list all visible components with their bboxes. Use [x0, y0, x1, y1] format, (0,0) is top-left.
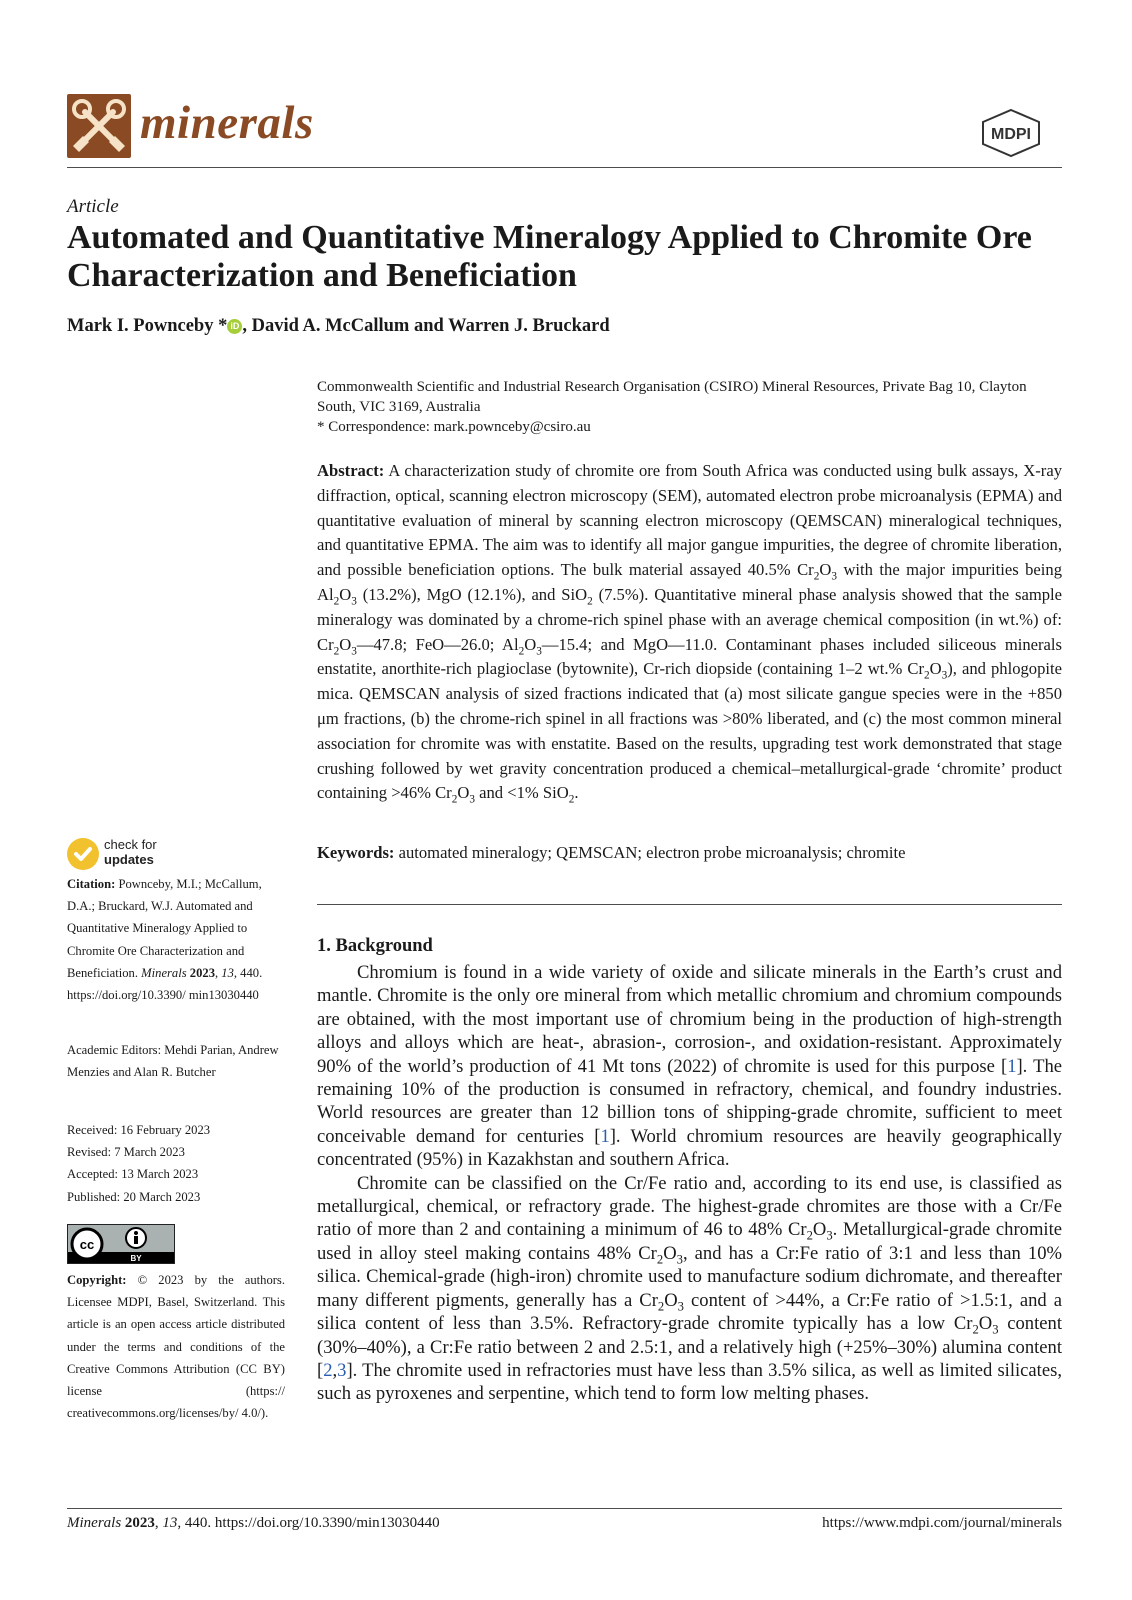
citation-year: 2023: [189, 965, 215, 980]
reference-link[interactable]: 3: [337, 1359, 347, 1381]
footer-year: 2023: [124, 1515, 155, 1531]
citation-text: Pownceby, M.I.; McCallum, D.A.; Bruckard, W.J. Automated and Quantitative Mineralogy Applied to Chromite Ore Characterization and Beneficiation.: [67, 877, 262, 980]
author-list: [67, 316, 610, 337]
received-date: Received: 16 February 2023: [67, 1123, 211, 1137]
article-dates: [67, 1119, 285, 1208]
citation-label: Citation:: [67, 877, 116, 891]
article-title: Automated and Quantitative Mineralogy Applied to Chromite Ore Characterization and Beneficiation: [67, 219, 1032, 294]
footer-journal-url[interactable]: https://www.mdpi.com/journal/minerals: [822, 1515, 1062, 1531]
check-updates-line2: updates: [104, 852, 154, 867]
affiliation: Commonwealth Scientific and Industrial Research Organisation (CSIRO) Mineral Resources, Private Bag 10, Clayton South, VIC 3169, Australia: [317, 379, 1027, 415]
checkmark-icon: [67, 838, 99, 870]
academic-editors: Academic Editors: Mehdi Parian, Andrew Menzies and Alan R. Butcher: [67, 1043, 279, 1080]
article-type: Article: [67, 196, 119, 217]
accepted-date: Accepted: 13 March 2023: [67, 1167, 199, 1182]
citation-volume: 13: [221, 965, 234, 980]
body-text: [317, 961, 1062, 1406]
revised-date: Revised: 7 March 2023: [67, 1145, 185, 1160]
correspondence: * Correspondence: mark.pownceby@csiro.au: [317, 419, 591, 435]
svg-text:cc: cc: [79, 1237, 95, 1252]
section-divider: [317, 904, 1062, 905]
header-divider: [67, 167, 1062, 168]
reference-link[interactable]: 1: [600, 1125, 610, 1147]
keywords-label: Keywords:: [317, 843, 395, 862]
footer-divider: [67, 1508, 1062, 1509]
author-first: Mark I. Pownceby *: [67, 316, 228, 336]
reference-link[interactable]: 2: [323, 1359, 333, 1381]
footer-journal: Minerals: [67, 1515, 122, 1531]
copyright-text: © 2023 by the authors. Licensee MDPI, Basel, Switzerland. This article is an open access article distributed under the terms and conditions of the Creative Commons Attribution (CC BY) license (https:// creativecommons.org/licenses/by/ 4.0/).: [67, 1273, 285, 1421]
copyright-label: Copyright:: [67, 1273, 127, 1287]
keywords: [317, 843, 1062, 863]
check-updates-text: [104, 837, 157, 867]
paragraph: Chromite can be classified on the Cr/Fe ratio and, according to its end use, is classified as metallurgical, chemical, or refractory grade. The highest-grade chromites are those with a Cr/Fe ratio of more than 2 and containing a minimum of 46 to 48% $Cr_2O_3$. Metallurgical-grade chromite used in alloy steel making contains 48% $Cr_2O_3$, and has a Cr:Fe ratio of 3:1 and less than 10% silica. Chemical-grade (high-iron) chromite used to manufacture sodium dichromate, and thereafter many different pigments, generally has a $Cr_2O_3$ content of >44%, a Cr:Fe ratio of >1.5:1, and a silica content of less than 3.5%. Refractory-grade chromite typically has a low $Cr_2O_3$ content (30%–40%), a Cr:Fe ratio between 2 and 2.5:1, and a relatively high (+25%–30%) alumina content [2,3]. The chromite used in refractories must have less than 3.5% silica, as well as limited silicates, such as pyroxenes and serpentine, which tend to form low melting phases.: [317, 1172, 1062, 1405]
citation-block: Citation: Pownceby, M.I.; McCallum, D.A.; Bruckard, W.J. Automated and Quantitative Mineralogy Applied to Chromite Ore Characterization and Beneficiation. Minerals 2023, 13, 440. https://doi.org/10.3390/ min13030440: [67, 877, 263, 1003]
author-rest: , David A. McCallum and Warren J. Bruckard: [242, 316, 610, 336]
footer-volume: 13: [162, 1515, 178, 1531]
check-for-updates-button[interactable]: [67, 838, 267, 872]
orcid-icon[interactable]: iD: [227, 319, 242, 334]
abstract-label: Abstract:: [317, 461, 385, 480]
keywords-list: automated mineralogy; QEMSCAN; electron probe microanalysis; chromite: [398, 843, 906, 862]
citation-doi: , 440. https://doi.org/10.3390/ min13030440: [67, 965, 263, 1003]
paragraph: Chromium is found in a wide variety of oxide and silicate minerals in the Earth’s crust and mantle. Chromite is the only ore mineral from which metallic chromium and chromium compounds are obtained, with the most important use of chromium being in the production of high-strength alloys and alloys which are heat-, abrasion-, corrosion-, and oxidation-resistant. Approximately 90% of the world’s production of 41 Mt tons (2022) of chromite is used for this purpose [1]. The remaining 10% of the production is consumed in refractory, chemical, and foundry industries. World resources are greater than 12 billion tons of shipping-grade chromite, sufficient to meet conceivable demand for centuries [1]. World chromium resources are heavily geographically concentrated (95%) in Kazakhstan and southern Africa.: [317, 962, 1062, 1171]
published-date: Published: 20 March 2023: [67, 1189, 201, 1204]
mdpi-logo: [980, 108, 1042, 158]
journal-name: minerals: [140, 97, 314, 149]
svg-text:BY: BY: [130, 1254, 142, 1263]
affiliation-block: [317, 377, 1062, 437]
abstract: Abstract: A characterization study of chromite ore from South Africa was conducted using bulk assays, X-ray diffraction, optical, scanning electron microscopy (SEM), automated electron probe microanalysis (EPMA) and quantitative evaluation of mineral by scanning electron microscopy (QEMSCAN) mineralogical techniques, and quantitative EPMA. The aim was to identify all major gangue impurities, the degree of chromite liberation, and possible beneficiation options. The bulk material assayed 40.5% $Cr_2O_3$ with the major impurities being $Al_2O_3$ (13.2%), MgO (12.1%), and SiO$_2$ (7.5%). Quantitative mineral phase analysis showed that the sample mineralogy was dominated by a chrome-rich spinel phase with an average chemical composition (in wt.%) of: $Cr_2O_3—47.8$; FeO—26.0; $Al_2O_3—15.4$; and MgO—11.0. Contaminant phases included siliceous minerals enstatite, anorthite-rich plagioclase (bytownite), Cr-rich diopside (containing 1–2 wt.% $Cr_2O_3$), and phlogopite mica. QEMSCAN analysis of sized fractions indicated that (a) most silicate gangue species were in the +850 μm fractions, (b) the chrome-rich spinel in all fractions was >80% liberated, and (c) the most common mineral association for chromite was with enstatite. Based on the results, upgrading test work demonstrated that stage crushing followed by wet gravity concentration produced a chemical–metallurgical-grade ‘chromite’ product containing >46% $Cr_2O_3$ and <1% SiO$_2$.: [317, 461, 1063, 806]
reference-link[interactable]: 1: [1007, 1055, 1017, 1077]
copyright-notice: [67, 1269, 285, 1424]
journal-logo-icon: [67, 94, 131, 158]
citation-journal: Minerals: [141, 965, 187, 980]
section-heading: 1. Background: [317, 936, 433, 956]
mdpi-logo-text: MDPI: [991, 126, 1031, 143]
check-updates-line1: check for: [104, 837, 157, 852]
footer-doi[interactable]: , 440. https://doi.org/10.3390/min13030440: [177, 1515, 440, 1531]
footer-citation: Minerals 2023, 13, 440. https://doi.org/10.3390/min13030440: [67, 1515, 440, 1531]
cc-by-license-icon[interactable]: [67, 1224, 175, 1264]
